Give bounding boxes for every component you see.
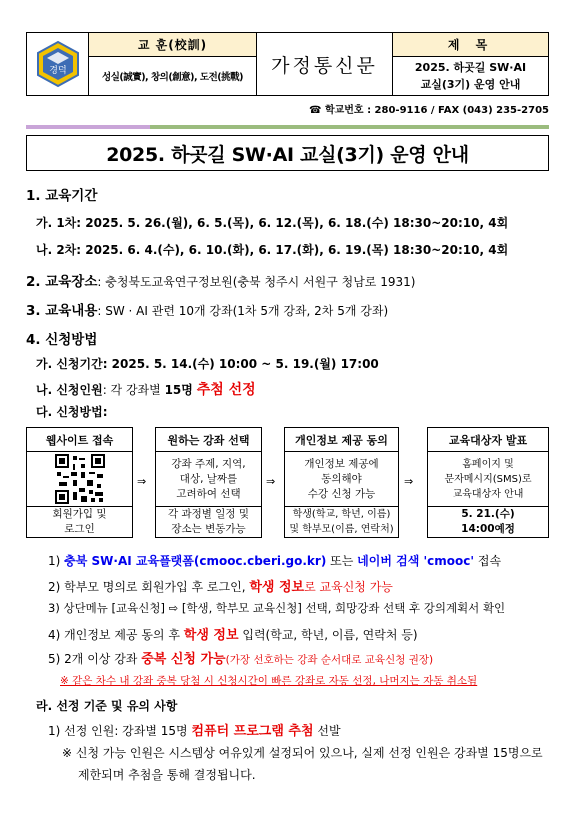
school-emblem-icon <box>34 40 82 88</box>
duplicate-note: ※ 같은 차수 내 강좌 중복 당첨 시 신청시간이 빠른 강좌로 자동 선정, 나머지는 자동 취소됨 <box>60 675 478 687</box>
section-2 <box>26 270 415 290</box>
step-number: 5) <box>48 652 61 666</box>
flow-bottom-line: 학생(학교, 학년, 이름) <box>292 509 391 520</box>
decor-bar-purple <box>26 125 150 129</box>
flow-step-website <box>26 427 133 538</box>
apply-count-number: 15명 <box>164 383 193 397</box>
step-2 <box>48 576 393 595</box>
naver-search-link[interactable]: 네이버 검색 'cmooc' <box>357 554 475 568</box>
flow-step-bottom <box>285 506 398 537</box>
apply-count-label: 나. 신청인원 <box>36 383 103 397</box>
apply-period <box>36 355 379 372</box>
step-text: 또는 <box>326 554 358 568</box>
flow-step-select-course <box>155 427 262 538</box>
flow-step-head: 개인정보 제공 동의 <box>285 428 398 452</box>
flow-mid-line: 강좌 주제, 지역, <box>171 457 246 470</box>
flow-mid-line: 문자메시지(SMS)로 <box>444 473 532 485</box>
flow-mid-line: 개인정보 제공에 <box>304 457 379 470</box>
flow-arrow: ⇒ <box>137 475 147 488</box>
step-number: 3) <box>48 601 60 615</box>
logo-text: 경덕 <box>48 66 67 76</box>
step-4 <box>48 624 418 643</box>
step-text: 학부모 명의로 회원가입 후 로그인, <box>64 580 246 594</box>
newsletter-title: 가정통신문 <box>257 33 393 95</box>
motto-label: 교 훈(校訓) <box>89 33 257 57</box>
subject-label: 제 목 <box>393 33 548 57</box>
flow-mid-line: 동의해야 <box>321 472 362 485</box>
apply-count-text: : 각 강좌별 <box>102 383 161 397</box>
flow-mid-line: 고려하여 선택 <box>176 487 241 500</box>
flow-step-mid <box>428 452 548 506</box>
section-1-heading: 1. 교육기간 <box>26 188 98 204</box>
step-text: 개인정보 제공 동의 후 <box>64 628 180 642</box>
decor-bar-green <box>150 125 549 129</box>
page-title: 2025. 하곳길 SW·AI 교실(3기) 운영 안내 <box>26 135 549 171</box>
contact-info: ☎ 학교번호 : 280-9116 / FAX (043) 235-2705 <box>309 105 549 116</box>
flow-mid-line: 수강 신청 가능 <box>307 487 376 500</box>
flow-step-head: 교육대상자 발표 <box>428 428 548 452</box>
header-table <box>26 32 549 96</box>
step-red-text: 로 교육신청 가능 <box>304 580 393 594</box>
step-number: 2) <box>48 580 61 594</box>
apply-period-text: : 2025. 5. 14.(수) 10:00 ~ 5. 19.(월) 17:00 <box>102 357 379 371</box>
step-text: 2개 이상 강좌 <box>64 652 138 666</box>
step-highlight: 학생 정보 <box>183 628 239 643</box>
flow-bottom-line: 장소는 변동가능 <box>171 523 246 535</box>
apply-count <box>36 379 256 399</box>
subject-line-2: 교실(3기) 운영 안내 <box>420 78 521 91</box>
section-4-heading: 4. 신청방법 <box>26 332 98 348</box>
step-text: 상단메뉴 [교육신청] ⇨ [학생, 학부모 교육신청] 선택, 희망강좌 선택 후 강의계획서 확인 <box>63 601 506 615</box>
apply-period-label: 가. 신청기간 <box>36 357 103 371</box>
flow-bottom-line: 각 과정별 일정 및 <box>167 508 249 520</box>
flow-step-announce <box>427 427 549 538</box>
apply-method-label: 다. 신청방법: <box>36 405 108 419</box>
step-highlight: 중복 신청 가능 <box>141 652 226 667</box>
flow-mid-line: 홈페이지 및 <box>462 458 514 470</box>
selection-item-1 <box>48 720 341 739</box>
period-second: 나. 2차: 2025. 6. 4.(수), 6. 10.(화), 6. 17.(화), 6. 19.(목) 18:30~20:10, 4회 <box>36 243 509 257</box>
flow-step-bottom <box>428 506 548 537</box>
selection-text: 1) 선정 인원: 강좌별 15명 <box>48 724 188 738</box>
flow-step-mid <box>156 452 261 506</box>
flow-bottom-line: 로그인 <box>64 523 95 535</box>
school-logo <box>27 33 89 95</box>
selection-note-line-2: 제한되며 추첨을 통해 결정됩니다. <box>78 768 256 782</box>
subject-text <box>393 57 548 95</box>
section-3-label: 3. 교육내용 <box>26 303 98 319</box>
flow-bottom-line: 회원가입 및 <box>52 508 107 520</box>
section-2-label: 2. 교육장소 <box>26 274 98 290</box>
qr-code-icon <box>55 454 105 504</box>
flow-step-head: 원하는 강좌 선택 <box>156 428 261 452</box>
flow-step-bottom <box>27 506 132 537</box>
flow-bottom-line: 14:00예정 <box>461 523 515 535</box>
step-text: 접속 <box>474 554 502 568</box>
platform-link[interactable]: 충북 SW·AI 교육플랫폼(cmooc.cberi.go.kr) <box>64 554 327 568</box>
selection-note-line-1: ※ 신청 가능 인원은 시스템상 여유있게 설정되어 있으나, 실제 선정 인원은 강좌별 15명으로 <box>62 746 543 760</box>
flow-step-consent <box>284 427 399 538</box>
apply-lottery: 추첨 선정 <box>196 382 256 398</box>
step-red-text: (가장 선호하는 강좌 순서대로 교육신청 권장) <box>225 654 434 666</box>
selection-text: 선발 <box>317 724 341 738</box>
flow-bottom-line: 및 학부모(이름, 연락처) <box>289 524 394 535</box>
step-3 <box>48 600 505 616</box>
step-highlight: 학생 정보 <box>249 580 305 595</box>
qr-code-area <box>27 452 132 506</box>
subject-line-1: 2025. 하곳길 SW·AI <box>414 61 527 74</box>
flow-mid-line: 교육대상자 안내 <box>452 488 524 500</box>
motto-text: 성실(誠實), 창의(創意), 도전(挑戰) <box>89 57 257 95</box>
step-1 <box>48 552 501 569</box>
step-number: 4) <box>48 628 61 642</box>
flow-arrow: ⇒ <box>266 475 276 488</box>
step-5 <box>48 648 433 667</box>
flow-bottom-line: 5. 21.(수) <box>461 508 515 520</box>
flow-arrow: ⇒ <box>404 475 414 488</box>
section-3-text: : SW · AI 관련 10개 강좌(1차 5개 강좌, 2차 5개 강좌) <box>97 304 389 318</box>
step-text: 입력(학교, 학년, 이름, 연락처 등) <box>242 628 418 642</box>
selection-highlight: 컴퓨터 프로그램 추첨 <box>191 724 314 739</box>
flow-step-head: 웹사이트 접속 <box>27 428 132 452</box>
flow-step-mid <box>285 452 398 506</box>
selection-heading: 라. 선정 기준 및 유의 사항 <box>36 699 178 713</box>
section-3 <box>26 299 388 319</box>
flow-mid-line: 대상, 날짜를 <box>179 472 238 485</box>
step-number: 1) <box>48 554 61 568</box>
section-2-text: : 충청북도교육연구정보원(충북 청주시 서원구 청남로 1931) <box>97 275 416 289</box>
flow-step-bottom <box>156 506 261 537</box>
period-first: 가. 1차: 2025. 5. 26.(월), 6. 5.(목), 6. 12.(목), 6. 18.(수) 18:30~20:10, 4회 <box>36 216 509 230</box>
